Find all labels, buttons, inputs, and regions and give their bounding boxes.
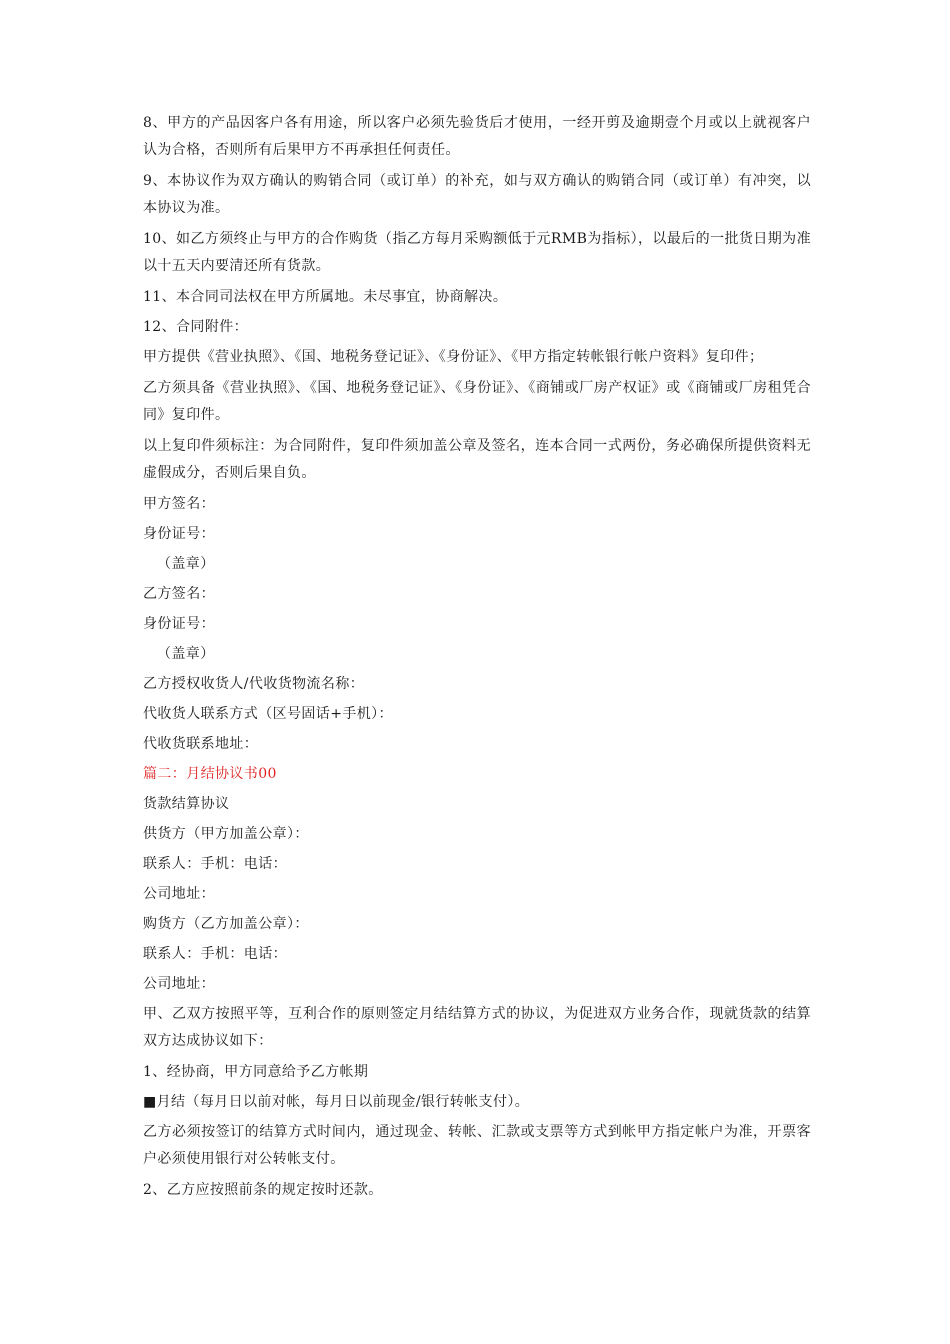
paragraph: 甲方提供《营业执照》、《国、地税务登记证》、《身份证》、《甲方指定转帐银行帐户资料》复印件； bbox=[143, 349, 764, 365]
paragraph: 甲方签名： bbox=[143, 496, 215, 512]
paragraph: 货款结算协议 bbox=[143, 796, 230, 812]
paragraph: 以上复印件须标注：为合同附件，复印件须加盖公章及签名，连本合同一式两份，务必确保所提供资料无虚假成分，否则后果自负。 bbox=[143, 438, 811, 481]
paragraph: ■月结（每月日以前对帐，每月日以前现金/银行转帐支付）。 bbox=[143, 1094, 530, 1110]
paragraph: （盖章） bbox=[157, 646, 215, 662]
paragraph: 11、本合同司法权在甲方所属地。未尽事宜，协商解决。 bbox=[143, 289, 508, 305]
paragraph: 代收货人联系方式（区号固话+手机）： bbox=[143, 706, 393, 722]
paragraph: 1、经协商，甲方同意给予乙方帐期 bbox=[143, 1064, 369, 1080]
paragraph: （盖章） bbox=[157, 556, 215, 572]
paragraph: 12、合同附件： bbox=[143, 319, 249, 335]
paragraph: 身份证号： bbox=[143, 616, 215, 632]
paragraph: 乙方必须按签订的结算方式时间内，通过现金、转帐、汇款或支票等方式到帐甲方指定帐户为准，开票客户必须使用银行对公转帐支付。 bbox=[143, 1124, 811, 1167]
paragraph: 乙方授权收货人/代收货物流名称： bbox=[143, 676, 365, 692]
paragraph: 联系人：手机：电话： bbox=[143, 856, 287, 872]
paragraph: 甲、乙双方按照平等，互利合作的原则签定月结结算方式的协议，为促进双方业务合作，现就货款的结算双方达成协议如下： bbox=[143, 1006, 811, 1049]
paragraph: 联系人：手机：电话： bbox=[143, 946, 287, 962]
paragraph: 供货方（甲方加盖公章）： bbox=[143, 826, 309, 842]
paragraph: 2、乙方应按照前条的规定按时还款。 bbox=[143, 1182, 383, 1198]
paragraph: 公司地址： bbox=[143, 886, 215, 902]
paragraph: 购货方（乙方加盖公章）： bbox=[143, 916, 309, 932]
section-heading: 篇二：月结协议书00 bbox=[143, 766, 277, 782]
paragraph: 8、甲方的产品因客户各有用途，所以客户必须先验货后才使用，一经开剪及逾期壹个月或以上就视客户认为合格，否则所有后果甲方不再承担任何责任。 bbox=[143, 115, 811, 158]
paragraph: 代收货联系地址： bbox=[143, 736, 259, 752]
paragraph: 10、如乙方须终止与甲方的合作购货（指乙方每月采购额低于元RMB为指标），以最后的一批货日期为准以十五天内要清还所有货款。 bbox=[143, 231, 811, 274]
paragraph: 乙方签名： bbox=[143, 586, 215, 602]
paragraph: 身份证号： bbox=[143, 526, 215, 542]
paragraph: 公司地址： bbox=[143, 976, 215, 992]
paragraph: 乙方须具备《营业执照》、《国、地税务登记证》、《身份证》、《商铺或厂房产权证》或《商铺或厂房租凭合同》复印件。 bbox=[143, 380, 811, 423]
document-page bbox=[143, 110, 811, 1207]
paragraph: 9、本协议作为双方确认的购销合同（或订单）的补充，如与双方确认的购销合同（或订单）有冲突，以本协议为准。 bbox=[143, 173, 811, 216]
